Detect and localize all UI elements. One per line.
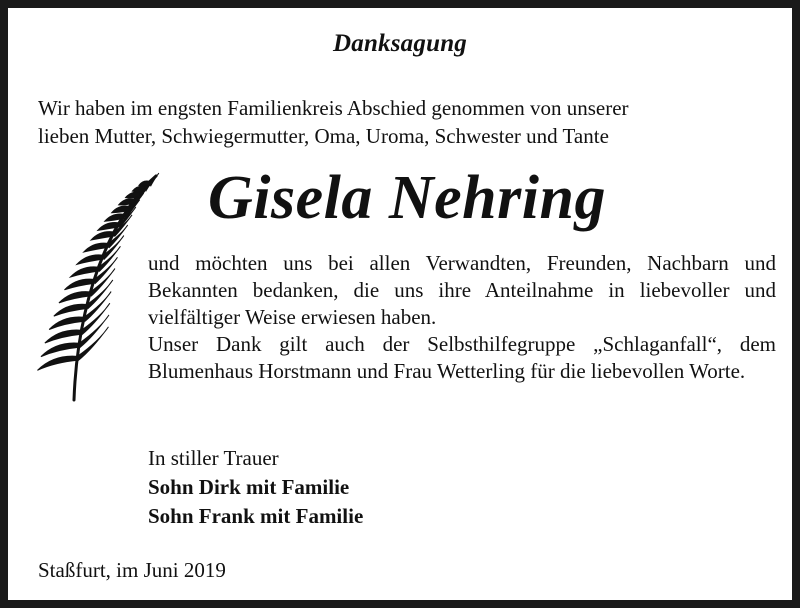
closing-line: In stiller Trauer <box>148 446 279 470</box>
notice-heading: Danksagung <box>333 30 467 57</box>
thanks-body <box>148 250 776 385</box>
palm-leaflet <box>54 304 87 316</box>
palm-leaflet <box>126 192 140 198</box>
thanks-paragraph-2: Unser Dank gilt auch der Selbsthilfegruppe „Schlaganfall“, dem Blumenhaus Horstmann und Frau Wetterling für die liebevollen Worte. <box>148 332 776 383</box>
intro-line: Wir haben im engsten Familienkreis Abschied genommen von unserer <box>38 96 629 120</box>
palm-leaflet <box>139 181 150 186</box>
palm-leaflet <box>49 317 84 329</box>
deceased-name: Gisela Nehring <box>208 164 606 232</box>
intro-text <box>38 94 764 150</box>
signatory: Sohn Dirk mit Familie <box>148 475 350 499</box>
signature-block <box>148 444 363 531</box>
thanks-paragraph-1: und möchten uns bei allen Verwandten, Freunden, Nachbarn und Bekannten bedanken, die uns ihre Anteilnahme in liebevoller und vielfältiger Weise erwiesen haben. <box>148 251 776 329</box>
palm-leaflet <box>132 186 145 192</box>
palm-leaflet <box>45 330 82 343</box>
palm-leaflet <box>37 356 77 370</box>
place-date: Staßfurt, im Juni 2019 <box>38 558 226 582</box>
intro-line: lieben Mutter, Schwiegermutter, Oma, Uroma, Schwester und Tante <box>38 124 609 148</box>
palm-leaflet <box>41 343 79 357</box>
palm-leaflet <box>119 199 135 205</box>
signatory: Sohn Frank mit Familie <box>148 504 364 528</box>
palm-frond-icon <box>36 172 162 404</box>
palm-leaflet <box>59 292 91 303</box>
